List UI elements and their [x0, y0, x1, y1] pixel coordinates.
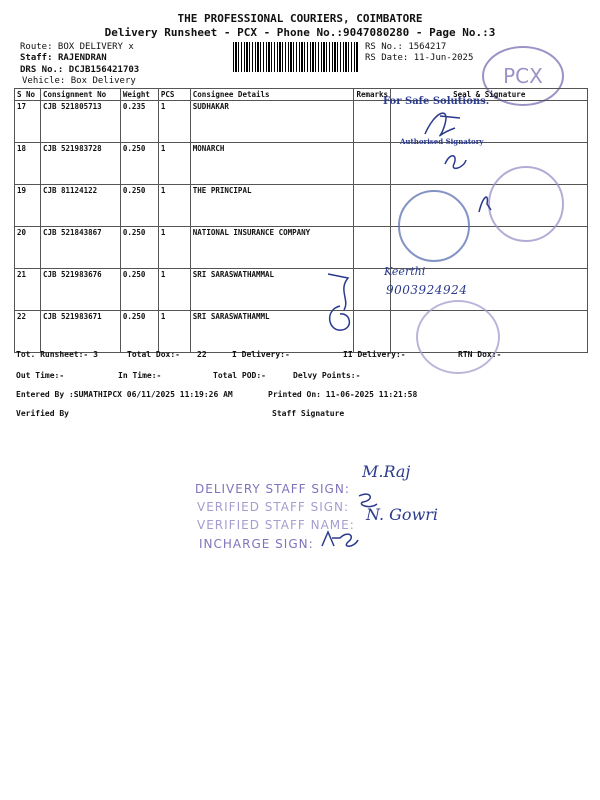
cell-pcs: 1 — [158, 311, 190, 353]
cell-weight: 0.250 — [120, 227, 158, 269]
verified-staff-name-handwritten: N. Gowri — [366, 505, 439, 524]
col-consignment: Consignment No — [40, 89, 120, 101]
printed-on: Printed On: 11-06-2025 11:21:58 — [268, 390, 418, 399]
barcode — [233, 42, 358, 72]
col-sno: S No — [15, 89, 41, 101]
delivery-staff-handwritten: M.Raj — [362, 462, 411, 481]
cell-pcs: 1 — [158, 143, 190, 185]
cell-remarks — [354, 143, 391, 185]
verified-staff-sign-stamp: VERIFIED STAFF SIGN: — [197, 500, 350, 514]
col-pcs: PCS — [158, 89, 190, 101]
cell-consignee: SRI SARASWATHAMML — [190, 311, 354, 353]
staff-line — [20, 53, 107, 63]
cell-weight: 0.250 — [120, 185, 158, 227]
row19-signature — [475, 190, 495, 216]
round-seal-bottom — [416, 300, 500, 374]
cell-sno: 17 — [15, 101, 41, 143]
cell-consignment: CJB 81124122 — [40, 185, 120, 227]
out-time: Out Time:- — [16, 371, 65, 380]
in-time: In Time:- — [118, 371, 162, 380]
cell-consignment: CJB 521843867 — [40, 227, 120, 269]
vehicle-text: Vehicle: Box Delivery — [22, 76, 136, 86]
cell-pcs: 1 — [158, 101, 190, 143]
cell-pcs: 1 — [158, 227, 190, 269]
col-remarks: Remarks — [354, 89, 391, 101]
safe-solutions-stamp: For Safe Solutions. — [383, 96, 490, 107]
cell-weight: 0.250 — [120, 311, 158, 353]
drs-number: DCJB156421703 — [68, 65, 140, 75]
col-weight: Weight — [120, 89, 158, 101]
staff-signature: Staff Signature — [272, 409, 345, 418]
table-header-row — [15, 89, 588, 101]
staff-name: RAJENDRAN — [57, 53, 107, 63]
cell-weight: 0.235 — [120, 101, 158, 143]
cell-remarks — [354, 227, 391, 269]
cell-consignee: SRI SARASWATHAMMAL — [190, 269, 354, 311]
delivery-staff-sign-stamp: DELIVERY STAFF SIGN: — [195, 482, 350, 496]
delvy-points: Delvy Points:- — [293, 371, 361, 380]
receiver-phone-handwritten: 9003924924 — [386, 283, 468, 297]
cell-consignee: MONARCH — [190, 143, 354, 185]
cell-pcs: 1 — [158, 185, 190, 227]
row22-signature — [320, 270, 360, 338]
cell-weight: 0.250 — [120, 143, 158, 185]
col-seal: Seal & Signature — [391, 89, 588, 101]
cell-sno: 19 — [15, 185, 41, 227]
rs-date: RS Date: 11-Jun-2025 — [365, 53, 474, 63]
col-consignee: Consignee Details — [190, 89, 354, 101]
table-row — [15, 101, 588, 143]
runsheet-subtitle: Delivery Runsheet - PCX - Phone No.:9047080280 - Page No.:3 — [104, 26, 496, 39]
incharge-sign-stamp: INCHARGE SIGN: — [199, 537, 314, 551]
cell-consignment: CJB 521983728 — [40, 143, 120, 185]
verified-staff-name-stamp: VERIFIED STAFF NAME: — [197, 518, 355, 532]
round-seal-left — [398, 190, 470, 262]
cell-consignee: SUDHAKAR — [190, 101, 354, 143]
cell-sno: 21 — [15, 269, 41, 311]
table-row — [15, 269, 588, 311]
staff-label: Staff: — [20, 53, 53, 63]
cell-remarks — [354, 185, 391, 227]
authorised-signatory-stamp: Authorised Signatory — [400, 137, 484, 146]
route-text: Route: BOX DELIVERY x — [20, 42, 134, 52]
rtn-dox: RTN Dox:- — [458, 350, 502, 359]
total-dox-value: 22 — [197, 350, 207, 359]
row18-signature — [440, 150, 470, 174]
pcx-stamp-text: PCX — [503, 64, 543, 88]
drs-line — [20, 65, 139, 75]
cell-sno: 18 — [15, 143, 41, 185]
drs-label: DRS No.: — [20, 65, 64, 75]
total-pod: Total POD:- — [213, 371, 266, 380]
table-row — [15, 311, 588, 353]
cell-sno: 20 — [15, 227, 41, 269]
rs-number: RS No.: 1564217 — [365, 42, 447, 52]
ii-delivery: II Delivery:- — [343, 350, 406, 359]
cell-consignment: CJB 521983676 — [40, 269, 120, 311]
cell-sno: 22 — [15, 311, 41, 353]
company-title: THE PROFESSIONAL COURIERS, COIMBATORE — [177, 12, 423, 25]
cell-pcs: 1 — [158, 269, 190, 311]
round-seal-right — [488, 166, 564, 242]
receiver-name-handwritten: Keerthi — [384, 265, 426, 278]
incharge-signature — [318, 528, 362, 550]
cell-weight: 0.250 — [120, 269, 158, 311]
verified-by: Verified By — [16, 409, 69, 418]
i-delivery: I Delivery:- — [232, 350, 290, 359]
cell-consignee: NATIONAL INSURANCE COMPANY — [190, 227, 354, 269]
cell-consignment: CJB 521805713 — [40, 101, 120, 143]
tot-runsheet: Tot. Runsheet:- 3 — [16, 350, 98, 359]
cell-consignment: CJB 521983671 — [40, 311, 120, 353]
cell-seal — [391, 143, 588, 185]
authorised-signature — [415, 106, 475, 140]
total-dox-label: Total Dox:- — [127, 350, 180, 359]
cell-consignee: THE PRINCIPAL — [190, 185, 354, 227]
entered-by: Entered By :SUMATHIPCX 06/11/2025 11:19:26 AM — [16, 390, 233, 399]
